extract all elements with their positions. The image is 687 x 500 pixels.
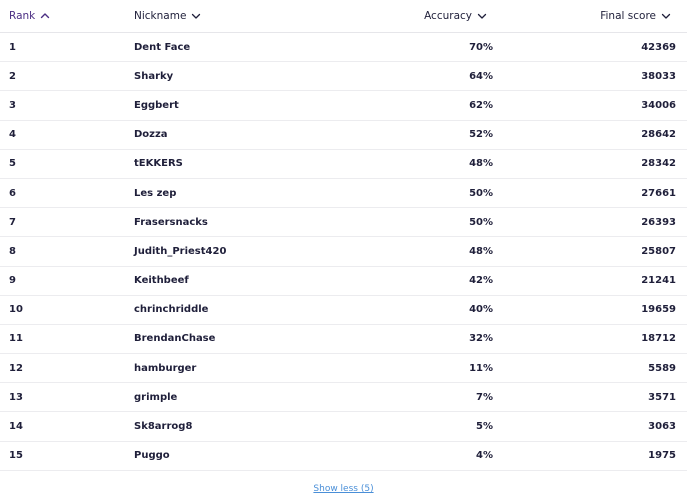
rank-cell: 7 [9, 216, 16, 228]
accuracy-cell: 32% [469, 333, 493, 345]
nickname-cell: Les zep [134, 187, 177, 199]
rank-cell: 15 [9, 450, 23, 462]
column-header-label: Accuracy [424, 10, 472, 22]
nickname-cell: Eggbert [134, 99, 179, 111]
nickname-cell: Puggo [134, 450, 170, 462]
table-row [0, 383, 687, 412]
table-row [0, 121, 687, 150]
table-row [0, 354, 687, 383]
column-header-accuracy[interactable] [424, 0, 488, 32]
score-cell: 3063 [648, 421, 676, 433]
score-cell: 38033 [641, 70, 676, 82]
rank-cell: 3 [9, 99, 16, 111]
nickname-cell: grimple [134, 391, 178, 403]
score-cell: 19659 [641, 304, 676, 316]
nickname-cell: chrinchriddle [134, 304, 209, 316]
table-row [0, 442, 687, 471]
rank-cell: 10 [9, 304, 23, 316]
table-row [0, 325, 687, 354]
table-body [0, 33, 687, 471]
rank-cell: 2 [9, 70, 16, 82]
score-cell: 34006 [641, 99, 676, 111]
accuracy-cell: 48% [469, 158, 493, 170]
column-header-final-score[interactable] [600, 0, 672, 32]
rank-cell: 6 [9, 187, 16, 199]
nickname-cell: Keithbeef [134, 275, 189, 287]
score-cell: 1975 [648, 450, 676, 462]
accuracy-cell: 42% [469, 275, 493, 287]
rank-cell: 8 [9, 245, 16, 257]
score-cell: 27661 [641, 187, 676, 199]
nickname-cell: Sharky [134, 70, 174, 82]
score-cell: 25807 [641, 245, 676, 257]
table-row [0, 296, 687, 325]
accuracy-cell: 11% [469, 362, 493, 374]
score-cell: 3571 [648, 391, 676, 403]
nickname-cell: Frasersnacks [134, 216, 208, 228]
accuracy-cell: 62% [469, 99, 493, 111]
rank-cell: 11 [9, 333, 23, 345]
column-header-label: Nickname [134, 10, 187, 22]
table-row [0, 237, 687, 266]
rank-cell: 4 [9, 129, 16, 141]
nickname-cell: hamburger [134, 362, 197, 374]
table-row [0, 91, 687, 120]
table-row [0, 412, 687, 441]
accuracy-cell: 7% [476, 391, 493, 403]
accuracy-cell: 50% [469, 216, 493, 228]
rank-cell: 9 [9, 275, 16, 287]
column-header-label: Rank [9, 10, 36, 22]
table-row [0, 33, 687, 62]
accuracy-cell: 40% [469, 304, 493, 316]
table-row [0, 208, 687, 237]
nickname-cell: tEKKERS [134, 158, 183, 170]
rank-cell: 5 [9, 158, 16, 170]
score-cell: 28642 [641, 129, 676, 141]
table-row [0, 150, 687, 179]
rank-cell: 12 [9, 362, 23, 374]
table-header [0, 0, 687, 33]
score-cell: 42369 [641, 41, 676, 53]
chevron-down-icon [660, 10, 672, 22]
accuracy-cell: 5% [476, 421, 493, 433]
score-cell: 21241 [641, 275, 676, 287]
score-cell: 18712 [641, 333, 676, 345]
table-row [0, 62, 687, 91]
chevron-up-icon [39, 10, 51, 22]
column-header-rank[interactable] [9, 0, 51, 32]
nickname-cell: Dozza [134, 129, 168, 141]
score-cell: 5589 [648, 362, 676, 374]
show-less-link[interactable]: Show less (5) [313, 484, 374, 494]
column-header-nickname[interactable] [134, 0, 202, 32]
rank-cell: 14 [9, 421, 23, 433]
accuracy-cell: 48% [469, 245, 493, 257]
nickname-cell: BrendanChase [134, 333, 216, 345]
score-cell: 26393 [641, 216, 676, 228]
table-row [0, 179, 687, 208]
score-cell: 28342 [641, 158, 676, 170]
rank-cell: 1 [9, 41, 16, 53]
accuracy-cell: 64% [469, 70, 493, 82]
chevron-down-icon [476, 10, 488, 22]
nickname-cell: Judith_Priest420 [134, 245, 227, 257]
accuracy-cell: 70% [469, 41, 493, 53]
accuracy-cell: 52% [469, 129, 493, 141]
accuracy-cell: 50% [469, 187, 493, 199]
column-header-label: Final score [600, 10, 656, 22]
nickname-cell: Dent Face [134, 41, 191, 53]
nickname-cell: Sk8arrog8 [134, 421, 193, 433]
table-footer [0, 476, 687, 495]
rank-cell: 13 [9, 391, 23, 403]
accuracy-cell: 4% [476, 450, 493, 462]
chevron-down-icon [190, 10, 202, 22]
table-row [0, 267, 687, 296]
